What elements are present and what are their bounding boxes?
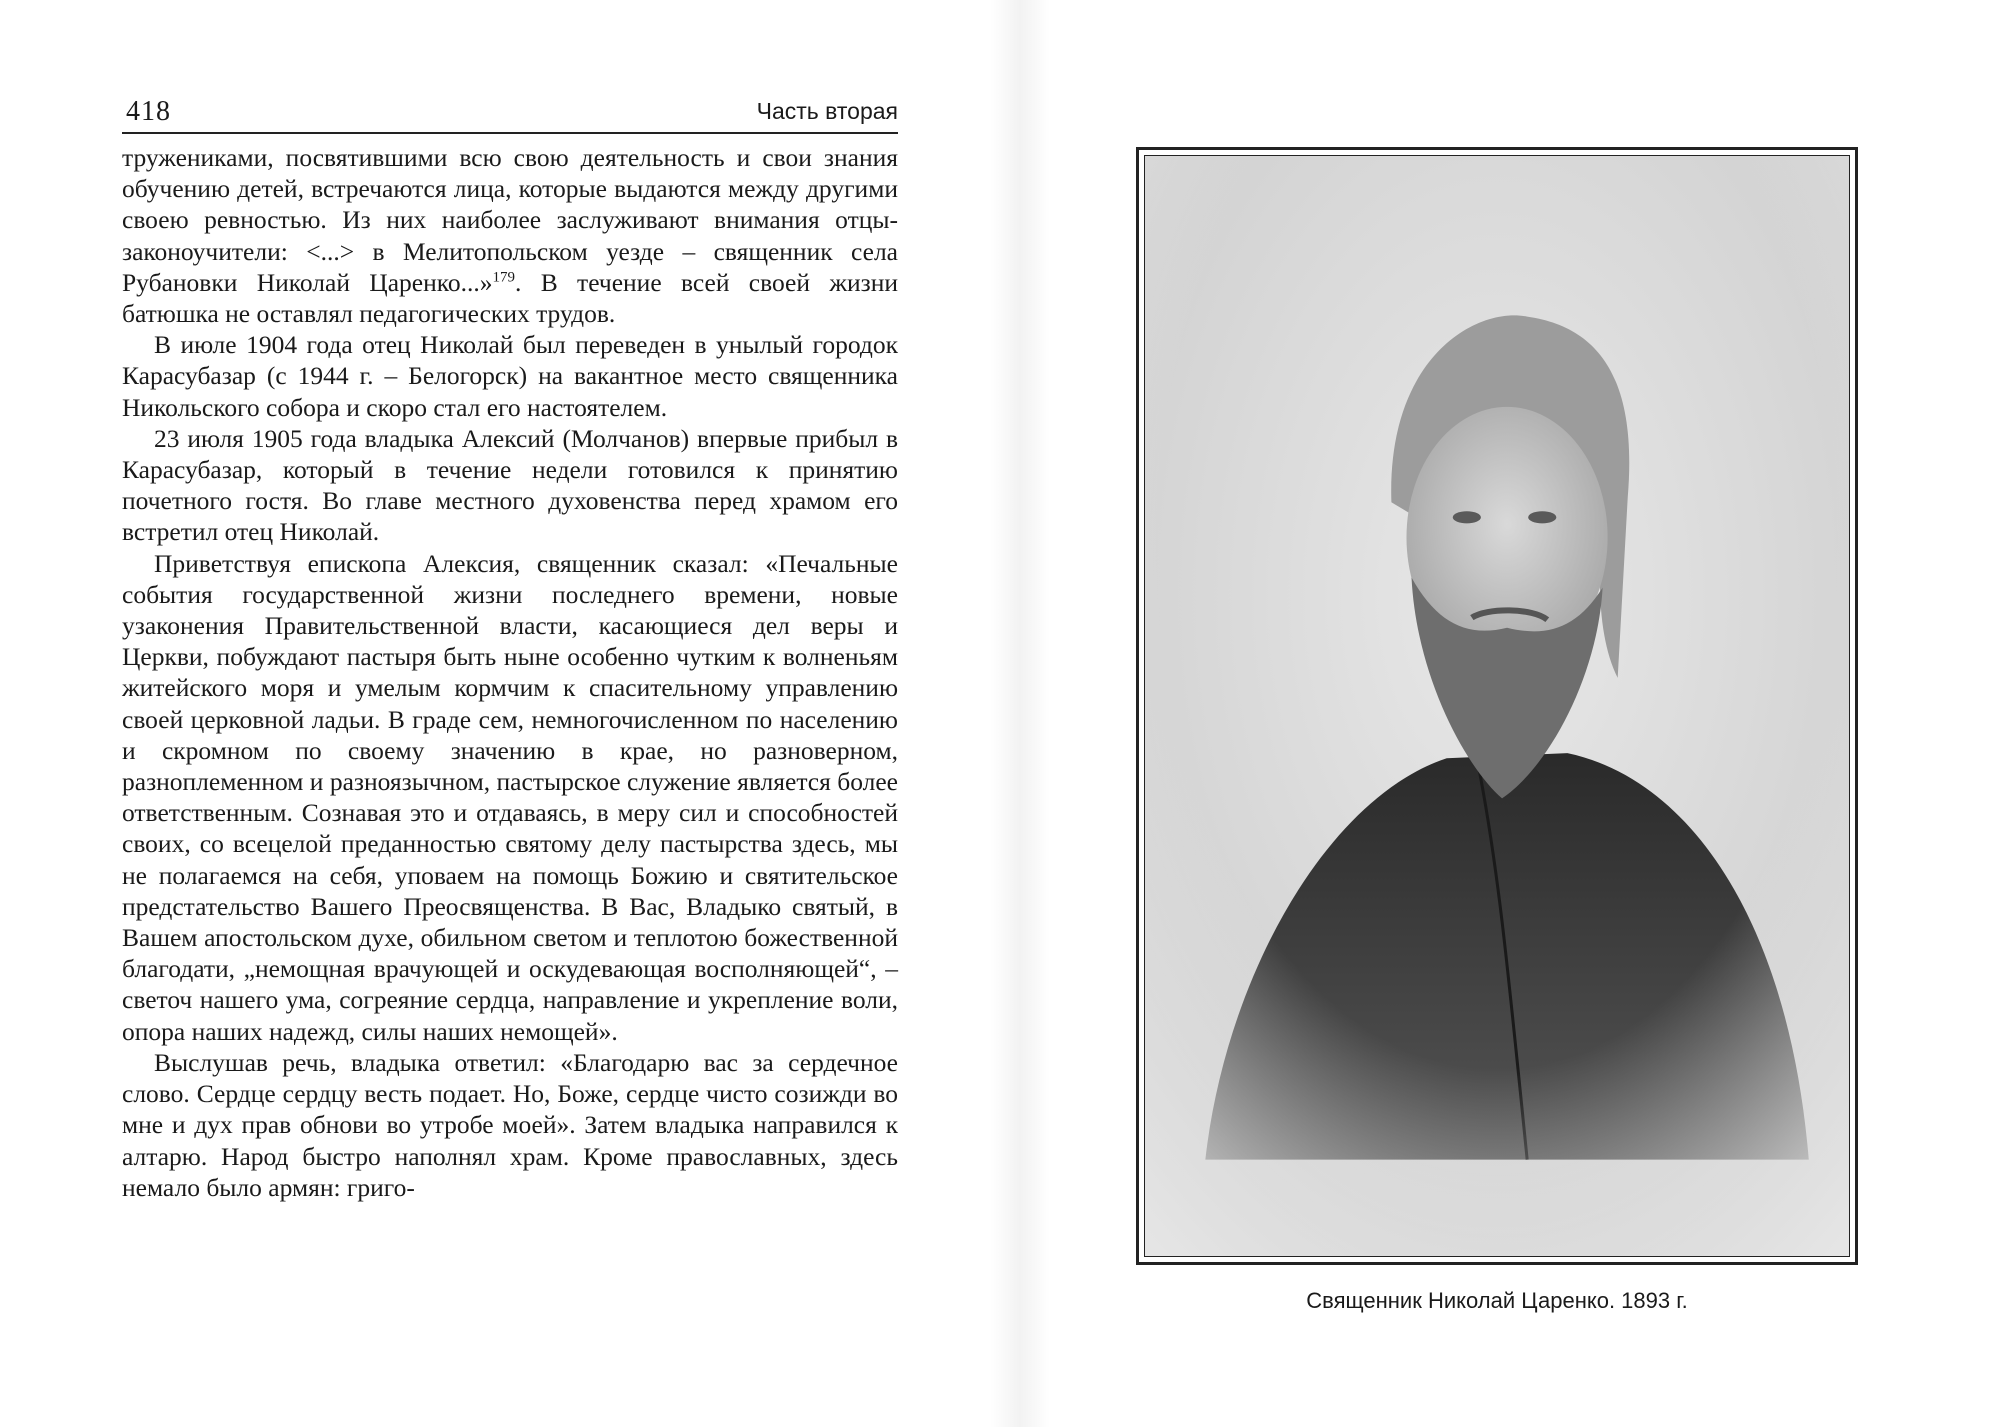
paragraph-5: Выслушав речь, владыка ответил: «Благодарю вас за сердечное слово. Сердце сердцу весть подает. Но, Боже, сердце чисто созижди во мне и дух прав обнови во утробе моей». Затем владыка направился к алтарю. Народ быстро наполнял храм. Кроме православных, здесь немало было армян: григо- bbox=[122, 1047, 898, 1202]
running-head bbox=[122, 92, 898, 134]
page-number: 418 bbox=[126, 96, 171, 127]
paragraph-1: тружениками, посвятившими всю свою деятельность и свои знания обучению детей, встречаются лица, которые выдаются между другими своею ревностью. Из них наиболее заслуживают внимания отцы-законоучители: <...> в Мелитопольском уезде – священник села Рубановки Николай Царенко...»$^{179}$. В течение всей своей жизни батюшка не оставлял педагогических трудов. bbox=[122, 143, 898, 329]
footnote-ref: 179 bbox=[492, 269, 515, 286]
photo-caption: Священник Николай Царенко. 1893 г. bbox=[1306, 1288, 1688, 1313]
body-text bbox=[122, 142, 898, 1203]
left-page bbox=[122, 92, 898, 1203]
paragraph-4: Приветствуя епископа Алексия, священник сказал: «Печальные события государственной жизни последнего времени, новые узаконения Правительственной власти, касающиеся дел веры и Церкви, побуждают пастыря быть ныне особенно чутким к волненьям житейского моря и умелым кормчим к спасительному управлению своей церковной ладьи. В граде сем, немногочисленном по населению и скромном по своему значению в крае, но разноверном, разноплеменном и разноязычном, пастырское служение является более ответственным. Сознавая это и отдаваясь, в меру сил и способностей своих, со всецелой преданностью святому делу пастырства здесь, мы не полагаемся на себя, уповаем на помощь Божию и святительское предстательство Вашего Преосвященства. В Вас, Владыко святый, в Вашем апостольском духе, обильном светом и теплотою божественной благодати, „немощная врачующей и оскудевающая восполняющей“, – светоч нашего ума, согреяние сердца, направление и укрепление воли, опора наших надежд, силы наших немощей». bbox=[122, 548, 898, 1046]
portrait-photo bbox=[1144, 155, 1850, 1257]
paragraph-3: 23 июля 1905 года владыка Алексий (Молчанов) впервые прибыл в Карасубазар, который в течение недели готовился к принятию почетного гостя. Во главе местного духовенства перед храмом его встретил отец Николай. bbox=[122, 423, 898, 547]
section-title: Часть вторая bbox=[756, 98, 898, 124]
paragraph-2: В июле 1904 года отец Николай был переведен в унылый городок Карасубазар (с 1944 г. – Белогорск) на вакантное место священника Никольского собора и скоро стал его настоятелем. bbox=[122, 330, 898, 422]
book-gutter bbox=[990, 0, 1050, 1427]
portrait-illustration bbox=[1145, 156, 1849, 1256]
portrait-frame bbox=[1136, 147, 1858, 1265]
